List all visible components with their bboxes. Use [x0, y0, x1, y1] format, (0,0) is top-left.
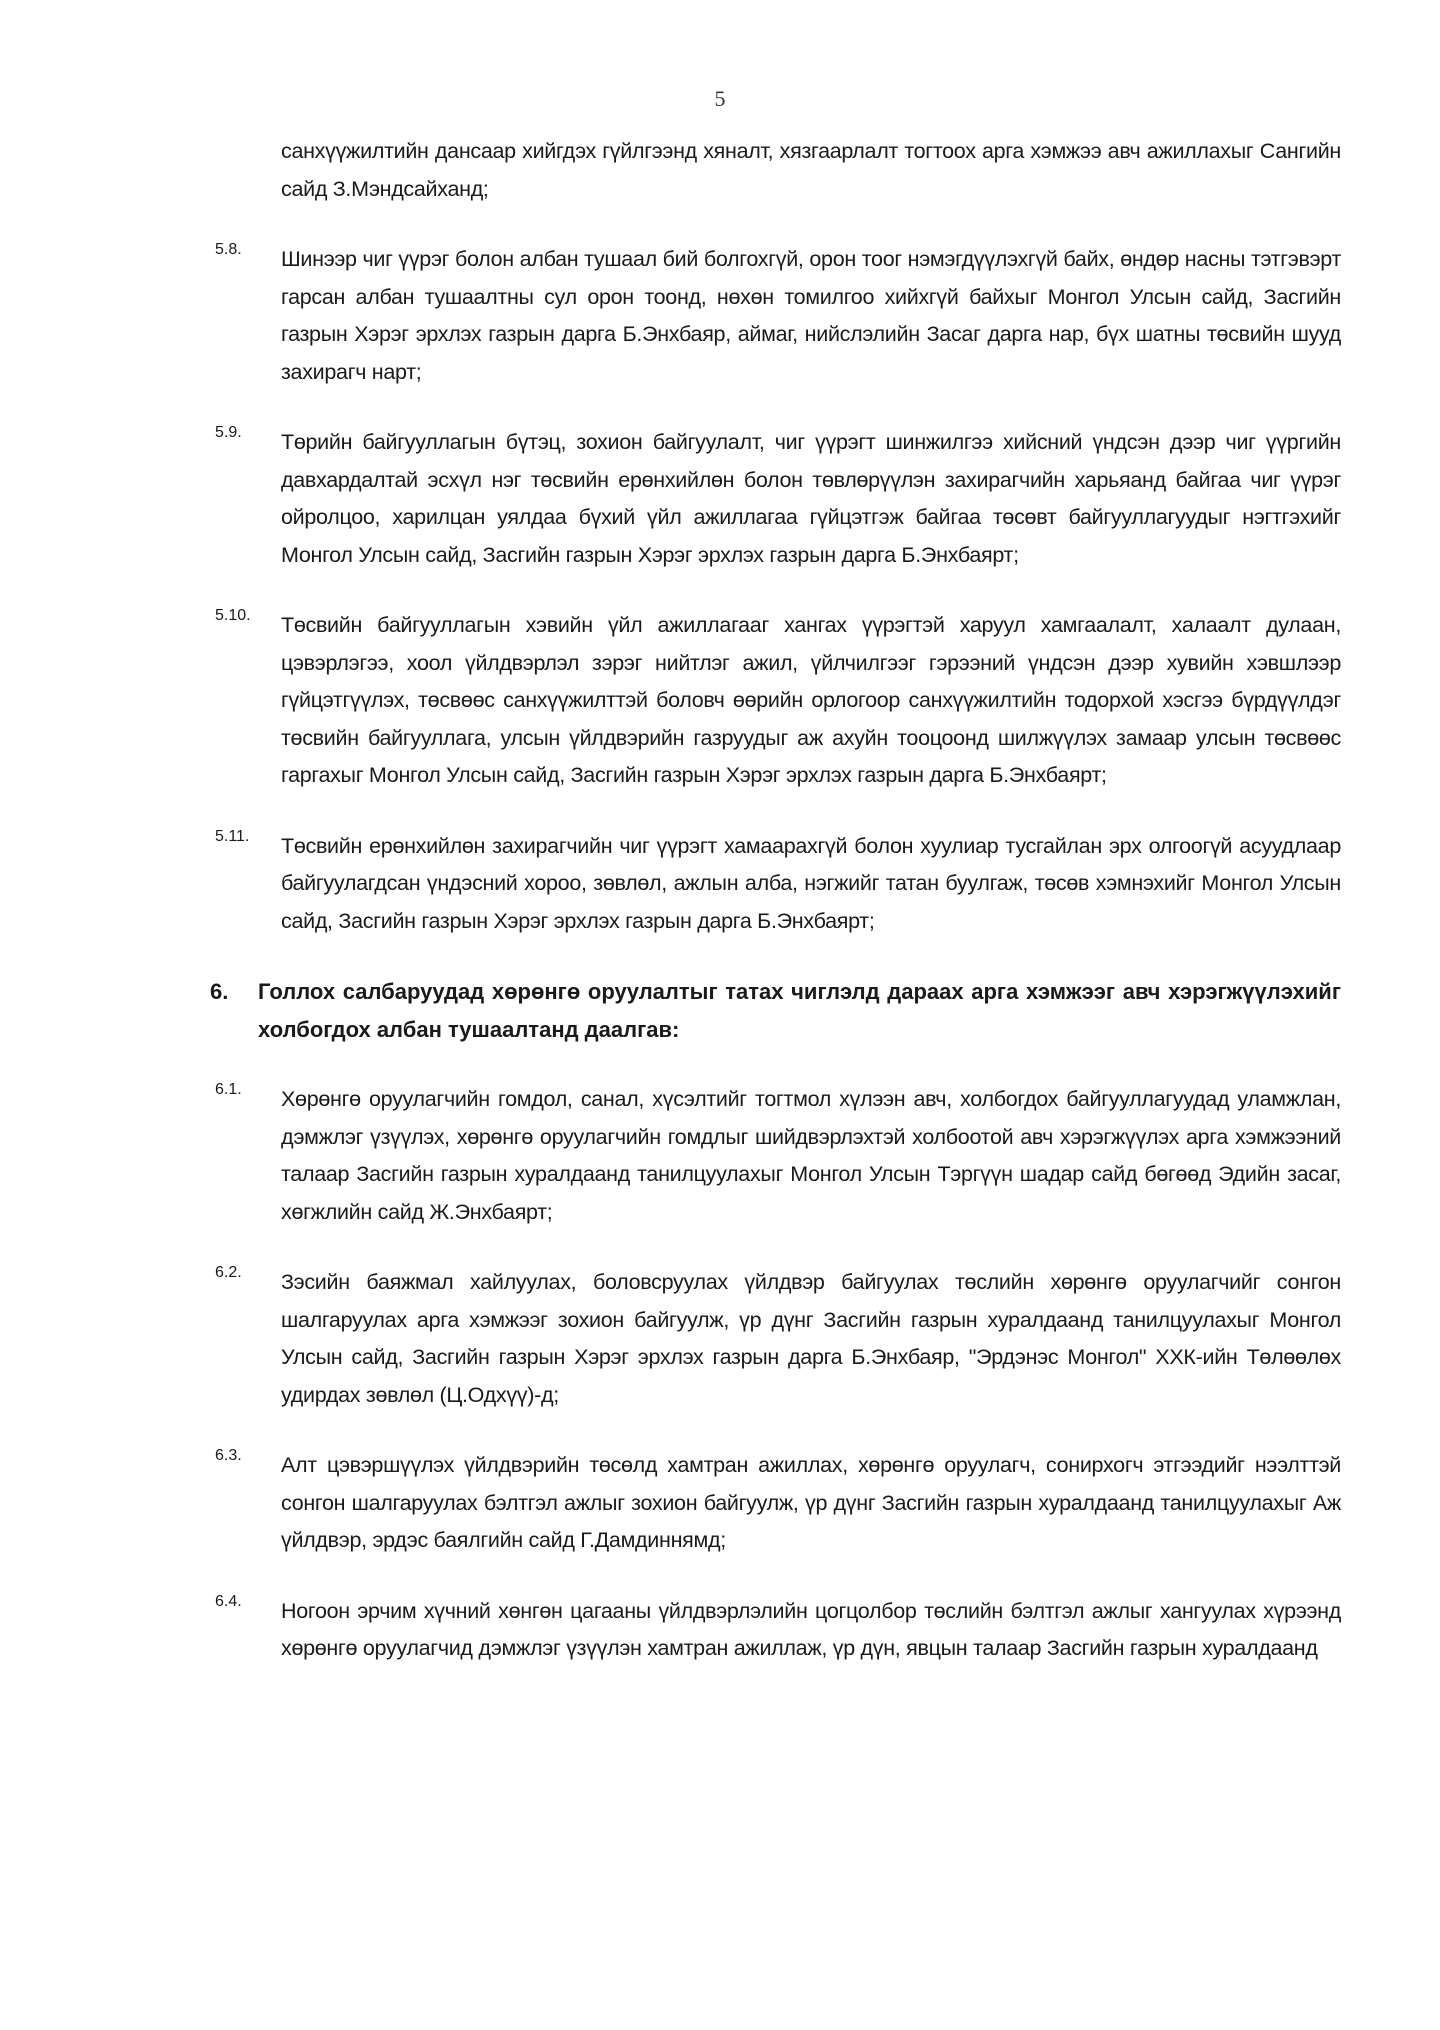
document-body [0, 133, 1440, 1668]
item-number: 6.2. [215, 1264, 242, 1281]
item-number: 5.8. [215, 241, 242, 258]
item-number: 6.1. [215, 1081, 242, 1098]
list-item-5-9 [215, 424, 1341, 574]
list-item-6-2 [215, 1264, 1341, 1414]
section-title: Голлох салбаруудад хөрөнгө оруулалтыг татах чиглэлд дараах арга хэмжээг авч хэрэгжүүлэхийг холбогдох албан тушаалтанд даалгав: [258, 979, 1341, 1042]
item-text: Алт цэвэршүүлэх үйлдвэрийн төсөлд хамтран ажиллах, хөрөнгө оруулагч, сонирхогч этгээдийг нээлттэй сонгон шалгаруулах бэлтгэл ажлыг зохион байгуулж, үр дүнг Засгийн газрын хуралдаанд танилцуулахыг Аж үйлдвэр, эрдэс баялгийн сайд Г.Дамдиннямд; [281, 1453, 1341, 1552]
list-item-5-10 [215, 607, 1341, 795]
item-text: Төсвийн байгууллагын хэвийн үйл ажиллагааг хангах үүрэгтэй харуул хамгаалалт, халаалт дулаан, цэвэрлэгээ, хоол үйлдвэрлэл зэрэг нийтлэг ажил, үйлчилгээг гэрээний үндсэн дээр хувийн хэвшлээр гүйцэтгүүлэх, төсвөөс санхүүжилттэй боловч өөрийн орлогоор санхүүжилтийн тодорхой хэсгээ бүрдүүлдэг төсвийн байгууллага, улсын үйлдвэрийн газруудыг аж ахуйн тооцоонд шилжүүлэх замаар улсын төсвөөс гаргахыг Монгол Улсын сайд, Засгийн газрын Хэрэг эрхлэх газрын дарга Б.Энхбаярт; [281, 613, 1341, 787]
item-text: Хөрөнгө оруулагчийн гомдол, санал, хүсэлтийг тогтмол хүлээн авч, холбогдох байгууллагуудад уламжлан, дэмжлэг үзүүлэх, хөрөнгө оруулагчийн гомдлыг шийдвэрлэхтэй холбоотой авч хэрэгжүүлэх арга хэмжээний талаар Засгийн газрын хуралдаанд танилцуулахыг Монгол Улсын Тэргүүн шадар сайд бөгөөд Эдийн засаг, хөгжлийн сайд Ж.Энхбаярт; [281, 1087, 1341, 1224]
intro-paragraph: санхүүжилтийн дансаар хийгдэх гүйлгээнд хяналт, хязгаарлалт тогтоох арга хэмжээ авч ажиллахыг Сангийн сайд З.Мэндсайханд; [281, 139, 1341, 201]
list-item-5-8 [215, 241, 1341, 391]
item-text: Төсвийн ерөнхийлөн захирагчийн чиг үүрэгт хамаарахгүй болон хуулиар тусгайлан эрх олгоогүй асуудлаар байгуулагдсан үндэсний хороо, зөвлөл, ажлын алба, нэгжийг татан буулгаж, төсөв хэмнэхийг Монгол Улсын сайд, Засгийн газрын Хэрэг эрхлэх газрын дарга Б.Энхбаярт; [281, 833, 1341, 933]
list-item-6-3 [215, 1447, 1341, 1560]
list-item-6-1 [215, 1081, 1341, 1231]
section-6-heading [210, 973, 1341, 1048]
item-text: Төрийн байгууллагын бүтэц, зохион байгуулалт, чиг үүрэгт шинжилгээ хийсний үндсэн дээр чиг үүргийн давхардалтай эсхүл нэг төсвийн ерөнхийлөн болон төвлөрүүлэн захирагчийн харьяанд байгаа чиг үүрэг ойролцоо, харилцан уялдаа бүхий үйл ажиллагаа гүйцэтгэж байгаа төсөвт байгууллагуудыг нэгтгэхийг Монгол Улсын сайд, Засгийн газрын Хэрэг эрхлэх газрын дарга Б.Энхбаярт; [281, 430, 1341, 567]
item-number: 5.9. [215, 424, 242, 441]
item-number: 6.3. [215, 1447, 242, 1464]
item-text: Зэсийн баяжмал хайлуулах, боловсруулах үйлдвэр байгуулах төслийн хөрөнгө оруулагчийг сонгон шалгаруулах арга хэмжээг зохион байгуулж, үр дүнг Засгийн газрын хуралдаанд танилцуулахыг Монгол Улсын сайд, Засгийн газрын Хэрэг эрхлэх газрын дарга Б.Энхбаяр, "Эрдэнэс Монгол" ХХК-ийн Төлөөлөх удирдах зөвлөл (Ц.Одхүү)-д; [281, 1270, 1341, 1407]
list-item-5-11 [215, 827, 1341, 941]
item-number: 5.10. [215, 607, 251, 624]
section-number: 6. [210, 979, 229, 1004]
item-text: Ногоон эрчим хүчний хөнгөн цагааны үйлдвэрлэлийн цогцолбор төслийн бэлтгэл ажлыг хангуулах хүрээнд хөрөнгө оруулагчид дэмжлэг үзүүлэн хамтран ажиллаж, үр дүн, явцын талаар Засгийн газрын хуралдаанд [281, 1598, 1341, 1660]
page-number: 5 [714, 86, 726, 111]
item-number: 5.11. [215, 827, 250, 845]
item-text: Шинээр чиг үүрэг болон албан тушаал бий болгохгүй, орон тоог нэмэгдүүлэхгүй байх, өндөр насны тэтгэвэрт гарсан албан тушаалтны сул орон тоонд, нөхөн томилгоо хийхгүй байхыг Монгол Улсын сайд, Засгийн газрын Хэрэг эрхлэх газрын дарга Б.Энхбаяр, аймаг, нийслэлийн Засаг дарга нар, бүх шатны төсвийн шууд захирагч нарт; [281, 247, 1341, 384]
list-item-6-4 [215, 1592, 1341, 1668]
item-number: 6.4. [215, 1592, 242, 1610]
